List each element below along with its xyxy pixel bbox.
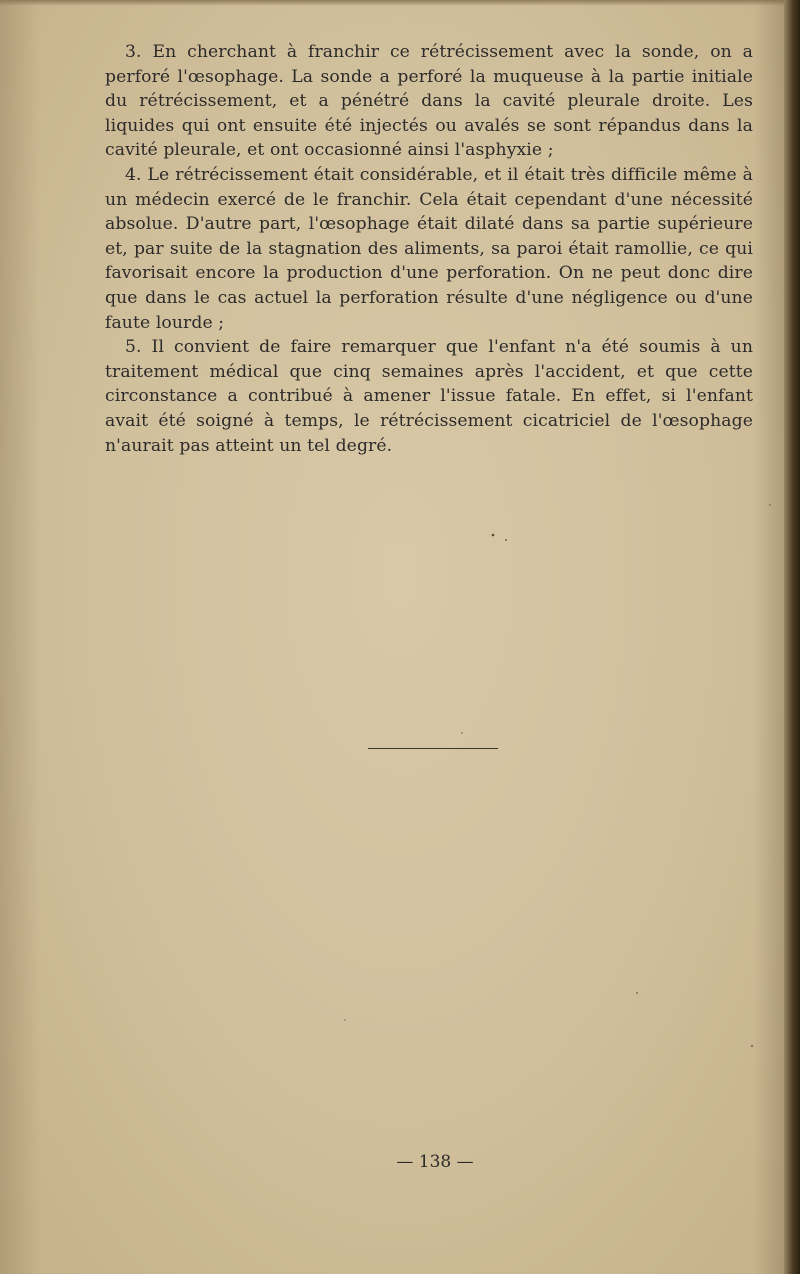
section-divider	[368, 748, 498, 749]
paragraph-4: 4. Le rétrécissement était considérable, et il était très difficile même à un médecin exercé de le franchir. Cela était cependant d'une nécessité absolue. D'autre part, l'œsophage était dilaté dans sa partie supérieure et, par suite de la stagnation des aliments, sa paroi était ramollie, ce qui favorisait encore la production d'une perforation. On ne peut donc dire que dans le cas actuel la perforation résulte d'une négligence ou d'une faute lourde ;	[105, 164, 753, 333]
speck	[344, 1019, 345, 1020]
speck	[636, 992, 638, 994]
body-text	[105, 40, 753, 458]
page-number: — 138 —	[396, 1152, 474, 1172]
speck	[461, 732, 463, 734]
gutter-shadow	[754, 0, 784, 1274]
page-top-shading	[0, 0, 800, 6]
paragraph-5: 5. Il convient de faire remarquer que l'enfant n'a été soumis à un traitement médical que cinq semaines après l'accident, et que cette circonstance a contribué à amener l'issue fatale. En effet, si l'enfant avait été soigné à temps, le rétrécissement cicatriciel de l'œsophage n'aurait pas atteint un tel degré.	[105, 337, 753, 456]
speck	[505, 539, 507, 541]
paragraph-3: 3. En cherchant à franchir ce rétrécissement avec la sonde, on a perforé l'œsophage. La sonde a perforé la muqueuse à la partie initiale du rétrécissement, et a pénétré dans la cavité pleurale droite. Les liquides qui ont ensuite été injectés ou avalés se sont répandus dans la cavité pleurale, et ont occasionné ainsi l'asphyxie ;	[105, 42, 753, 161]
speck	[492, 534, 495, 537]
page-left-shading	[0, 0, 40, 1274]
binding-edge	[784, 0, 800, 1274]
speck	[751, 1045, 753, 1047]
